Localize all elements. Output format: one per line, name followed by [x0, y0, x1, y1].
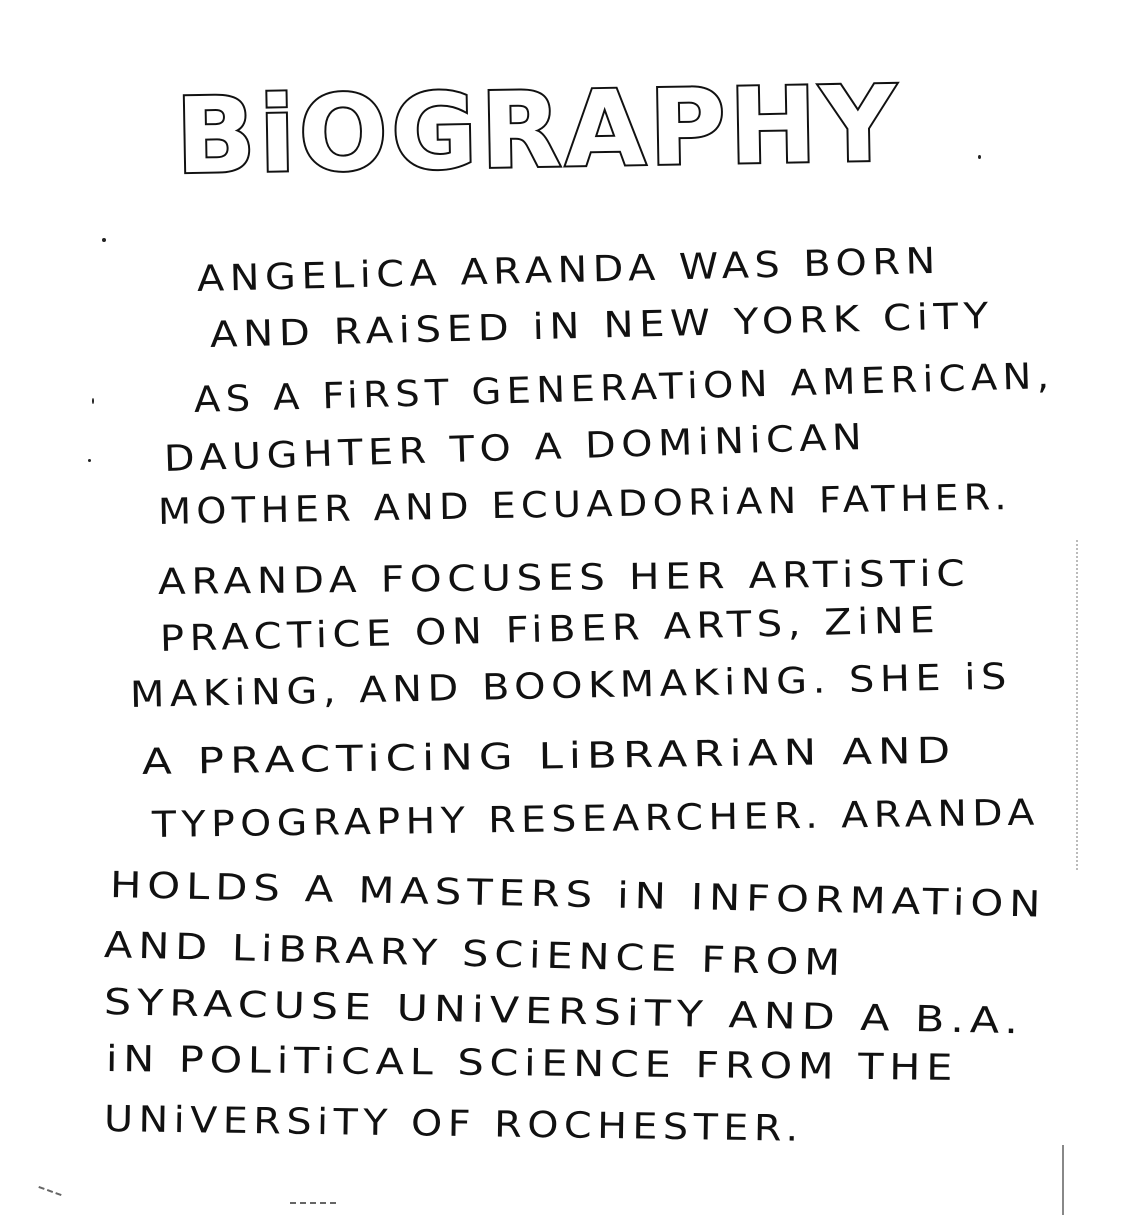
biography-line: PRACTiCE ON FiBER ARTS, ZiNE [159, 599, 941, 660]
scan-speck [88, 459, 91, 462]
biography-line: AS A FiRST GENERATiON AMERiCAN, [193, 355, 1055, 421]
biography-line: MOTHER AND ECUADORiAN FATHER. [157, 477, 1013, 533]
scan-margin-mark [38, 1186, 61, 1196]
scan-speck [978, 155, 981, 159]
biography-line: A PRACTiCiNG LiBRARiAN AND [141, 730, 957, 783]
scan-margin-mark [290, 1202, 336, 1204]
page-title: BiOGRAPHY [174, 62, 901, 198]
biography-line: ARANDA FOCUSES HER ARTiSTiC [157, 553, 971, 603]
biography-line: UNiVERSiTY OF ROCHESTER. [103, 1099, 804, 1150]
biography-line: ANGELiCA ARANDA WAS BORN [196, 240, 942, 300]
scan-speck [92, 398, 94, 404]
biography-line: iN POLiTiCAL SCiENCE FROM THE [105, 1039, 959, 1089]
scan-speck [102, 238, 106, 242]
scan-margin-mark [1076, 540, 1078, 870]
biography-line: HOLDS A MASTERS iN INFORMATiON [109, 865, 1047, 926]
scan-margin-mark [1062, 1145, 1064, 1215]
biography-line: SYRACUSE UNiVERSiTY AND A B.A. [103, 982, 1025, 1043]
biography-line: AND LiBRARY SCiENCE FROM [103, 925, 847, 985]
biography-line: TYPOGRAPHY RESEARCHER. ARANDA [151, 792, 1041, 846]
biography-line: DAUGHTER TO A DOMiNiCAN [163, 416, 868, 480]
biography-line: AND RAiSED iN NEW YORK CiTY [209, 295, 995, 356]
biography-line: MAKiNG, AND BOOKMAKiNG. SHE iS [129, 656, 1013, 716]
